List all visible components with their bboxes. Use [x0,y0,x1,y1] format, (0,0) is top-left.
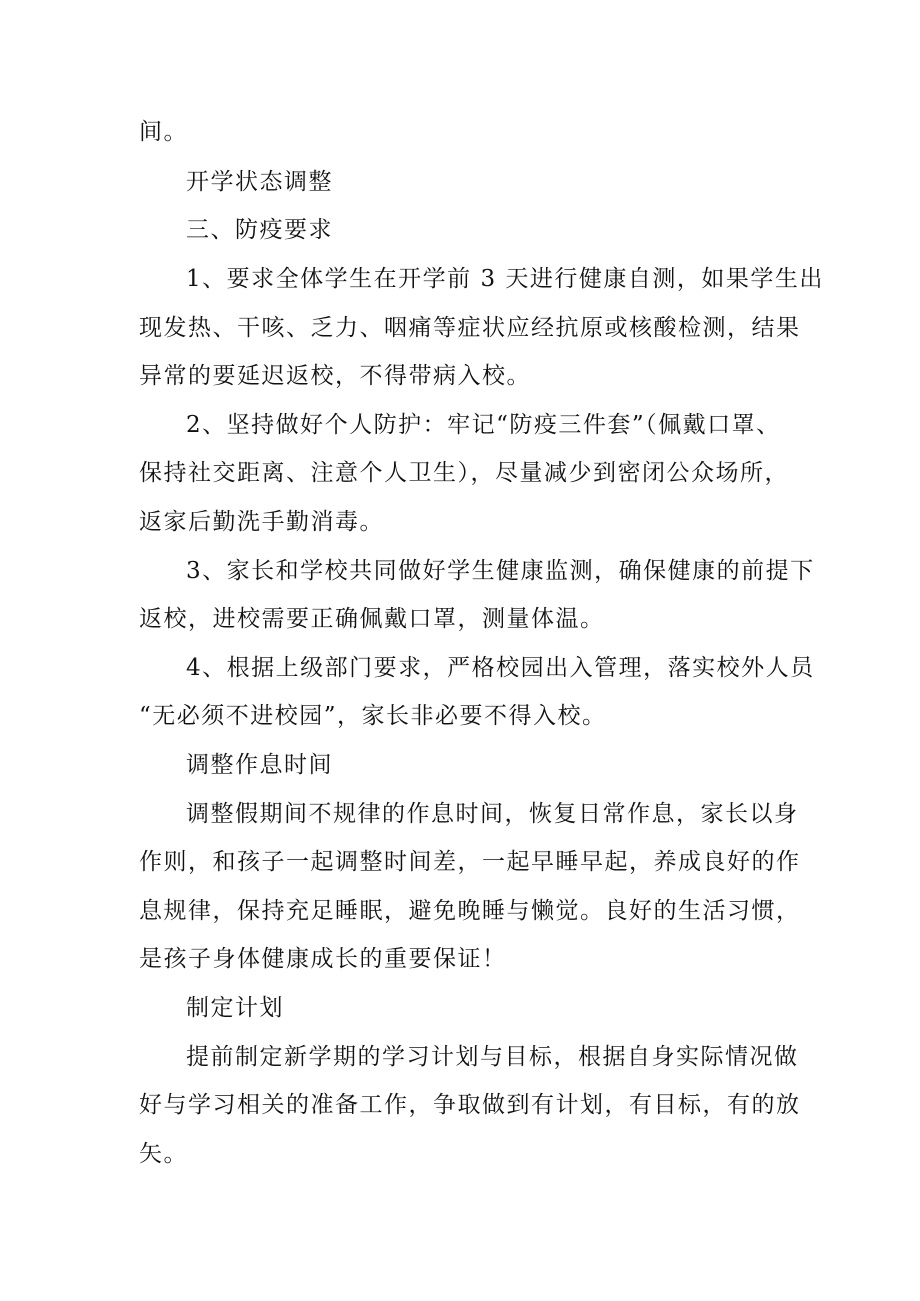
text-line: 现发热、干咳、乏力、咽痛等症状应经抗原或核酸检测，结果 [139,315,801,341]
text-line: 好与学习相关的准备工作，争取做到有计划，有目标，有的放 [139,1092,801,1118]
text-line: 2、坚持做好个人防护：牢记“防疫三件套”（佩戴口罩、 [186,412,781,438]
section-heading: 制定计划 [186,995,284,1021]
text-line: 返家后勤洗手勤消毒。 [139,509,384,535]
text-line: 提前制定新学期的学习计划与目标，根据自身实际情况做 [186,1044,799,1070]
text-line: 返校，进校需要正确佩戴口罩，测量体温。 [139,606,605,632]
text-line: 息规律，保持充足睡眠，避免晚睡与懒觉。良好的生活习惯， [139,898,801,924]
text-line: 是孩子身体健康成长的重要保证！ [139,946,507,972]
text-line: 矢。 [139,1141,188,1167]
text-line: 调整假期间不规律的作息时间，恢复日常作息，家长以身 [186,801,799,827]
text-line: “无必须不进校园”，家长非必要不得入校。 [139,703,607,729]
text-line: 异常的要延迟返校，不得带病入校。 [139,363,531,389]
section-heading: 调整作息时间 [186,752,333,778]
section-heading: 三、防疫要求 [186,217,333,243]
section-heading: 开学状态调整 [186,169,333,195]
text-line: 3、家长和学校共同做好学生健康监测，确保健康的前提下 [186,558,815,584]
text-line: 间。 [139,119,188,145]
text-line: 作则，和孩子一起调整时间差，一起早睡早起，养成良好的作 [139,849,801,875]
text-line: 保持社交距离、注意个人卫生），尽量减少到密闭公众场所， [139,460,789,486]
text-line: 4、根据上级部门要求，严格校园出入管理，落实校外人员 [186,655,815,681]
text-line: 1、要求全体学生在开学前 3 天进行健康自测，如果学生出 [186,266,824,292]
